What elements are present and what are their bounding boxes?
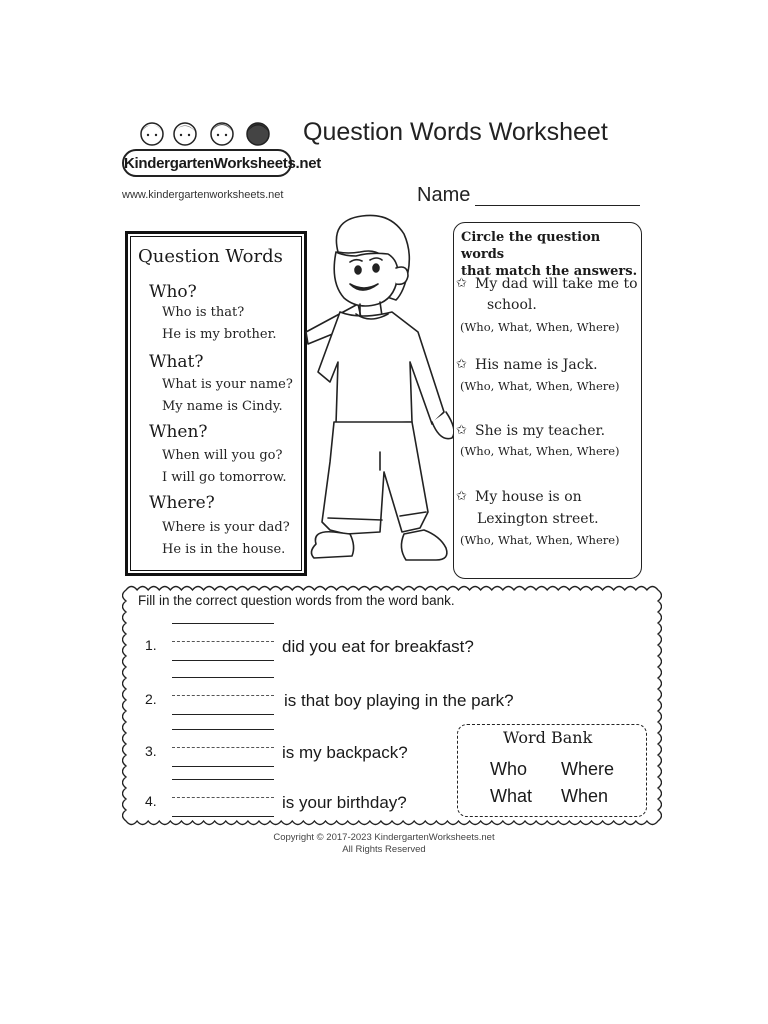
word-bank-item: Who xyxy=(490,759,528,779)
fill-instruction: Fill in the correct question words from the word bank. xyxy=(138,593,455,608)
logo-text-rest: Worksheets.net xyxy=(213,155,321,172)
circle-sentence-cont: Lexington street. xyxy=(477,511,599,527)
logo-text-bold: Kindergarten xyxy=(124,155,214,172)
circle-item xyxy=(456,487,467,505)
qw-word-when: When? xyxy=(149,422,208,442)
answer-blank[interactable] xyxy=(172,779,274,817)
question-text: is your birthday? xyxy=(282,793,407,812)
circle-sentence: My house is on xyxy=(475,489,582,505)
word-bank-item: What xyxy=(490,786,533,806)
circle-options[interactable]: (Who, What, When, Where) xyxy=(460,320,620,334)
qw-word-where: Where? xyxy=(149,493,215,513)
logo-kids-icon xyxy=(130,116,280,152)
answer-blank[interactable] xyxy=(172,729,274,767)
qw-word-what: What? xyxy=(149,352,204,372)
circle-sentence: My dad will take me to xyxy=(475,276,638,292)
circle-heading-line1: Circle the question words xyxy=(461,230,601,262)
qw-example: I will go tomorrow. xyxy=(162,470,287,485)
qw-example: He is in the house. xyxy=(162,542,286,557)
word-bank-title: Word Bank xyxy=(503,728,593,747)
name-field-line[interactable] xyxy=(475,205,640,206)
question-number: 2. xyxy=(145,691,157,707)
circle-item xyxy=(456,421,467,439)
circle-item xyxy=(456,355,467,373)
question-number: 3. xyxy=(145,743,157,759)
copyright xyxy=(0,832,768,856)
circle-item xyxy=(456,274,467,292)
qw-example: Where is your dad? xyxy=(162,520,290,535)
page-title: Question Words Worksheet xyxy=(303,118,608,146)
qw-example: My name is Cindy. xyxy=(162,399,283,414)
circle-sentence: His name is Jack. xyxy=(475,357,598,373)
boy-illustration xyxy=(300,212,472,582)
site-url: www.kindergartenworksheets.net xyxy=(122,189,284,201)
copyright-line2: All Rights Reserved xyxy=(342,844,426,855)
circle-sentence-cont: school. xyxy=(487,297,537,313)
star-icon: ✩ xyxy=(456,275,467,290)
qw-example: He is my brother. xyxy=(162,327,277,342)
qw-example: Who is that? xyxy=(162,305,245,320)
question-text: is that boy playing in the park? xyxy=(284,691,514,710)
star-icon: ✩ xyxy=(456,356,467,371)
answer-blank[interactable] xyxy=(172,677,274,715)
circle-options[interactable]: (Who, What, When, Where) xyxy=(460,444,620,458)
answer-blank[interactable] xyxy=(172,623,274,661)
name-label: Name xyxy=(417,184,471,206)
circle-heading xyxy=(461,229,641,280)
question-number: 4. xyxy=(145,793,157,809)
question-text: did you eat for breakfast? xyxy=(282,637,474,656)
circle-heading-line2: that match the answers. xyxy=(461,264,638,279)
circle-options[interactable]: (Who, What, When, Where) xyxy=(460,533,620,547)
circle-options[interactable]: (Who, What, When, Where) xyxy=(460,379,620,393)
question-words-title: Question Words xyxy=(138,246,283,267)
word-bank-item: Where xyxy=(561,759,615,779)
star-icon: ✩ xyxy=(456,422,467,437)
question-number: 1. xyxy=(145,637,157,653)
copyright-line1: Copyright © 2017-2023 KindergartenWorksheets.net xyxy=(273,832,495,843)
site-logo xyxy=(122,149,321,177)
qw-example: What is your name? xyxy=(162,377,293,392)
star-icon: ✩ xyxy=(456,488,467,503)
word-bank-item: When xyxy=(561,786,609,806)
qw-example: When will you go? xyxy=(162,448,283,463)
circle-sentence: She is my teacher. xyxy=(475,423,606,439)
qw-word-who: Who? xyxy=(149,282,197,302)
question-text: is my backpack? xyxy=(282,743,408,762)
